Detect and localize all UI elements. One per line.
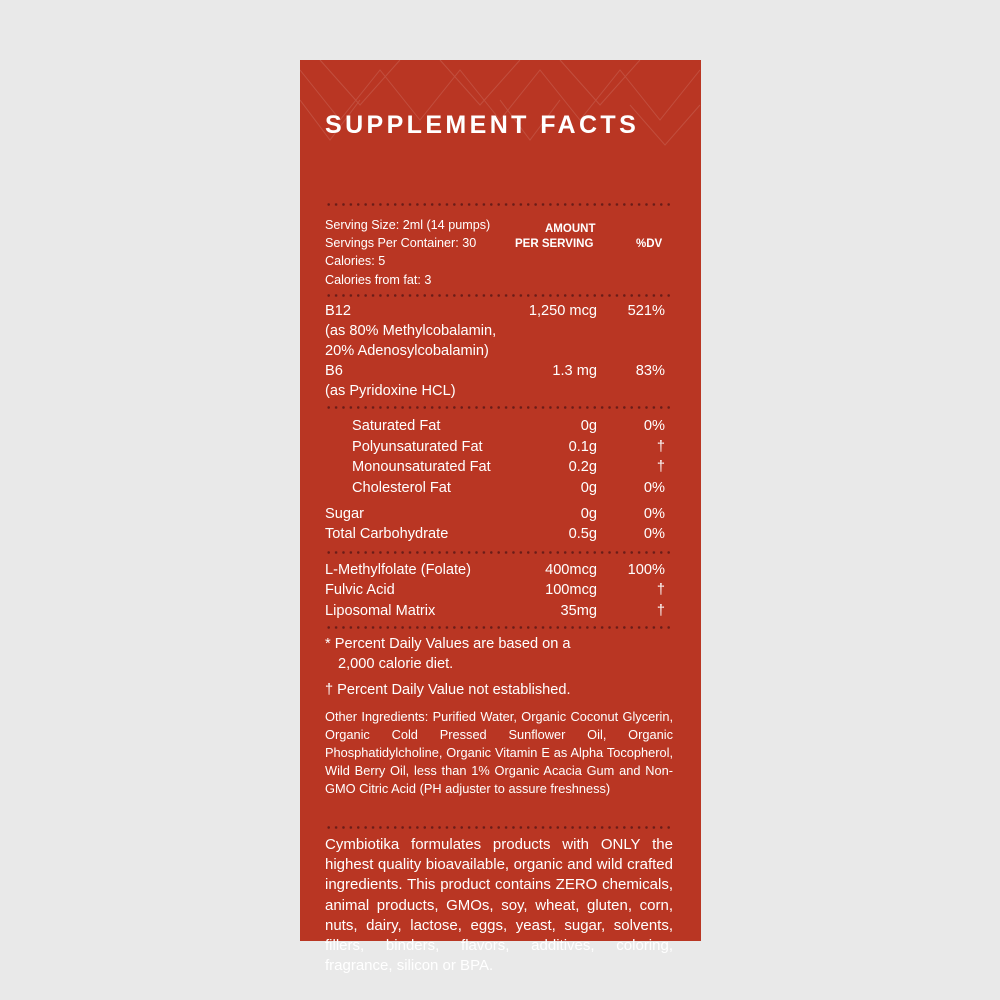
b12-source-note: (as 80% Methylcobalamin, [325,323,497,339]
brand-statement: Cymbiotika formulates products with ONLY the highest quality bioavailable, organic and wild crafted ingredients. This product contains ZERO chemicals, animal products, GMOs, soy, wheat, gluten, corn, nuts, dairy, lactose, eggs, yeast, sugar, solvents, fillers, binders, flavors, additives, coloring, fragrance, silicon or BPA. [325,836,673,975]
panel-title: SUPPLEMENT FACTS [325,111,640,139]
nutrient-dv: 0% [643,480,665,496]
nutrient-row [325,601,665,621]
nutrient-name: Sugar [325,506,364,522]
nutrient-row [325,437,665,457]
nutrient-dv: 0% [643,506,665,522]
nutrient-name: Cholesterol Fat [352,480,451,496]
other-ingredients: Other Ingredients: Purified Water, Organic Coconut Glycerin, Organic Cold Pressed Sunflower Oil, Organic Phosphatidylcholine, Organic Vitamin E as Alpha Tocopherol, Wild Berry Oil, less than 1% Organic Acacia Gum and Non-GMO Citric Acid (PH adjuster to assure freshness) [325,709,673,796]
dagger-footnote: † Percent Daily Value not established. [325,682,571,698]
nutrient-row [325,416,665,436]
nutrient-dv: † [656,582,665,598]
nutrient-row-b6 [325,361,665,381]
b12-source-note: 20% Adenosylcobalamin) [325,343,489,359]
nutrient-name: B6 [325,363,343,379]
nutrient-dv: 100% [627,562,665,578]
b6-source-note: (as Pyridoxine HCL) [325,383,456,399]
per-serving-header: PER SERVING [515,238,594,250]
nutrient-row-b12 [325,301,665,321]
dv-header: %DV [636,238,663,250]
nutrient-dv: † [656,603,665,619]
nutrient-amount: 1.3 mg [552,363,597,379]
amount-header: AMOUNT [545,223,596,235]
nutrient-amount: 100mcg [545,582,597,598]
nutrient-row [325,524,665,544]
percent-footnote: 2,000 calorie diet. [338,656,454,672]
supplement-facts-panel [300,60,701,975]
serving-size: Serving Size: 2ml (14 pumps) [325,218,491,232]
nutrient-name: Fulvic Acid [325,582,395,598]
dotted-divider [325,626,672,629]
nutrient-dv: 521% [627,303,665,319]
servings-per-container: Servings Per Container: 30 [325,236,477,250]
dotted-divider [325,406,672,409]
nutrient-row [325,580,665,600]
dotted-divider [325,203,672,206]
nutrient-dv: † [656,459,665,475]
nutrient-amount: 0g [580,418,597,434]
dotted-divider [325,826,672,829]
dotted-divider [325,551,672,554]
nutrient-name: B12 [325,303,351,319]
nutrient-amount: 400mcg [545,562,597,578]
nutrient-amount: 0g [580,506,597,522]
nutrient-amount: 0.5g [568,526,597,542]
nutrient-amount: 35mg [560,603,597,619]
calories-from-fat: Calories from fat: 3 [325,273,432,287]
nutrient-amount: 0.1g [568,439,597,455]
nutrient-name: Saturated Fat [352,418,441,434]
dotted-divider [325,294,672,297]
nutrient-dv: † [656,439,665,455]
nutrient-name: Monounsaturated Fat [352,459,491,475]
nutrient-row [325,504,665,524]
nutrient-name: Liposomal Matrix [325,603,436,619]
nutrient-amount: 0g [580,480,597,496]
nutrient-name: Total Carbohydrate [325,526,449,542]
nutrient-dv: 83% [635,363,665,379]
decorative-pattern [300,60,701,155]
percent-footnote: * Percent Daily Values are based on a [325,636,571,652]
nutrient-dv: 0% [643,526,665,542]
nutrient-amount: 1,250 mcg [528,303,597,319]
nutrient-row [325,478,665,498]
nutrient-name: L-Methylfolate (Folate) [325,562,471,578]
nutrient-amount: 0.2g [568,459,597,475]
nutrient-name: Polyunsaturated Fat [352,439,483,455]
nutrient-row [325,457,665,477]
nutrient-row [325,560,665,580]
nutrient-dv: 0% [643,418,665,434]
calories: Calories: 5 [325,254,386,268]
